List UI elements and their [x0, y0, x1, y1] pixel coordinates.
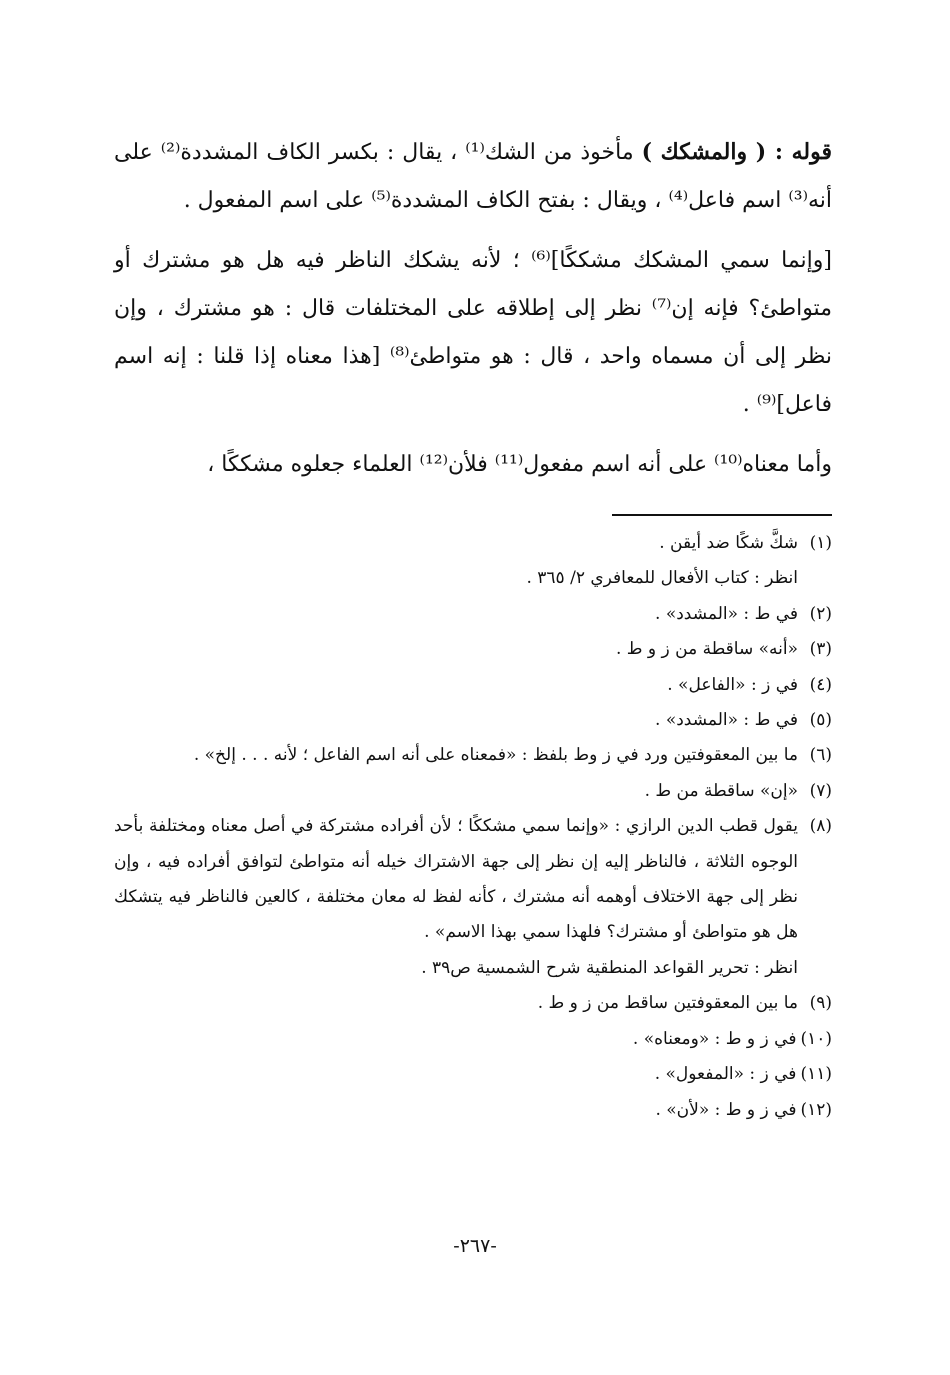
- footnote: [114, 809, 832, 951]
- footnote-number: (٦): [809, 745, 832, 766]
- footnote-number: (١٠): [800, 1028, 832, 1049]
- footnote-number: (٨): [809, 816, 832, 837]
- footnote-reference: انظر : تحرير القواعد المنطقية شرح الشمسية ص٣٩ .: [421, 957, 798, 978]
- paragraph-1-text: مأخوذ من الشك⁽¹⁾ ، يقال : بكسر الكاف المشددة⁽²⁾ على أنه⁽³⁾ اسم فاعل⁽⁴⁾ ، ويقال : بفتح الكاف المشددة⁽⁵⁾ على اسم المفعول .: [114, 140, 832, 213]
- footnote: [114, 632, 832, 667]
- footnote-text: في ز و ط : «ومعناه» .: [632, 1028, 797, 1049]
- footnote: [114, 986, 832, 1021]
- footnote-number: (٩): [809, 993, 832, 1014]
- footnote-text: «أنه» ساقطة من ز و ط .: [616, 639, 798, 660]
- footnote-number: (١٢): [800, 1099, 832, 1120]
- footnote-number: (٥): [809, 710, 832, 731]
- footnote-divider: [612, 514, 832, 516]
- footnote-text: في ز : «المفعول» .: [654, 1064, 797, 1085]
- footnote: [114, 1022, 832, 1057]
- footnote-number: (١١): [800, 1064, 832, 1085]
- footnote: [114, 597, 832, 632]
- footnote: [114, 738, 832, 773]
- footnote: [114, 668, 832, 703]
- footnote-number: (٣): [809, 639, 832, 660]
- footnote-text: يقول قطب الدين الرازي : «وإنما سمي مشككًا ؛ لأن أفراده مشتركة في أصل معناه ومختلفة بأحد الوجوه الثلاثة ، فالناظر إليه إن نظر إلى جهة الاشتراك خيله أنه متواطئ لتوافق أفراده فيه ، وإن نظر إلى جهة الاختلاف أوهمه أنه مشترك ، كأنه لفظ له معان مختلفة ، كالعين فالناظر فيه يتشكك هل هو متواطئ أو مشترك؟ فلهذا سمي بهذا الاسم» .: [114, 816, 798, 943]
- page-number: -٢٦٧-: [453, 1235, 497, 1257]
- footnote-text: في ط : «المشدد» .: [655, 603, 798, 624]
- footnote-text: ما بين المعقوفتين ورد في ز وط بلفظ : «فمعناه على أنه اسم الفاعل ؛ لأنه . . . إلخ» .: [193, 745, 798, 766]
- paragraph-2: [وإنما سمي المشكك مشككًا]⁽⁶⁾ ؛ لأنه يشكك الناظر فيه هل هو مشترك أو متواطئ؟ فإنه إن⁽⁷⁾ نظر إلى إطلاقه على المختلفات قال : هو مشترك ، وإن نظر إلى أن مسماه واحد ، قال : هو متواطئ⁽⁸⁾ [هذا معناه إذا قلنا : إنه اسم فاعل]⁽⁹⁾ .: [114, 248, 832, 417]
- footnote: [114, 1057, 832, 1092]
- footnote-text: في ط : «المشدد» .: [655, 710, 798, 731]
- footnote-number: (٧): [809, 780, 832, 801]
- footnote: [114, 703, 832, 738]
- footnote-text: في ز و ط : «لأن» .: [655, 1099, 797, 1120]
- footnotes: [114, 526, 832, 1128]
- footnote-reference: انظر : كتاب الأفعال للمعافري ٢/ ٣٦٥ .: [526, 568, 798, 589]
- main-text: [114, 128, 832, 489]
- footnote-text: «إن» ساقطة من ط .: [644, 780, 798, 801]
- footnote-number: (٤): [809, 674, 832, 695]
- footnote-number: (١): [809, 533, 832, 553]
- paragraph-1-lead: قوله : ( والمشكك ): [641, 139, 832, 165]
- footnote: [114, 774, 832, 809]
- footnote: [114, 526, 832, 561]
- footnote-text: شكَّ شكًا ضد أيقن .: [659, 533, 798, 553]
- paragraph-3: وأما معناه⁽¹⁰⁾ على أنه اسم مفعول⁽¹¹⁾ فلأن⁽¹²⁾ العلماء جعلوه مشككًا ،: [207, 452, 832, 477]
- paragraph-1: [114, 128, 832, 225]
- footnote: [114, 1093, 832, 1128]
- footnote-text: في ز : «الفاعل» .: [667, 674, 798, 695]
- footnote-number: (٢): [809, 603, 832, 624]
- footnote-text: ما بين المعقوفتين ساقط من ز و ط .: [537, 993, 798, 1014]
